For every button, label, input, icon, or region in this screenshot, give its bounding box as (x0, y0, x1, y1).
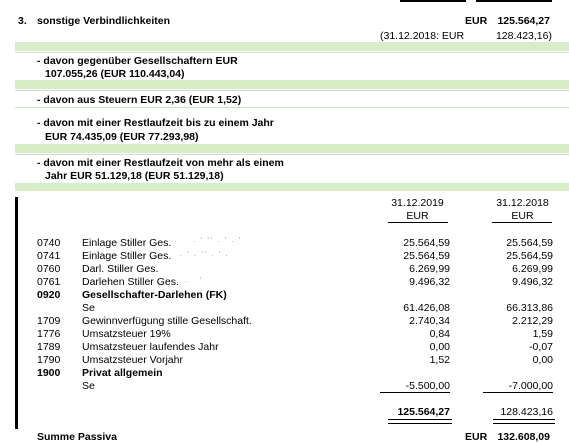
col1-header-underline (388, 222, 448, 223)
total-2019: 125.564,27 (397, 406, 450, 418)
total-2019-double-underline (388, 419, 452, 424)
footer-label: Summe Passiva (37, 431, 117, 443)
total-2018: 128.423,16 (500, 406, 553, 418)
green-band (15, 80, 569, 89)
row-code: 0760 (37, 263, 61, 275)
green-divider (15, 107, 569, 108)
row-value-2018: -0,07 (529, 341, 553, 353)
detail-short-term-line2: EUR 74.435,09 (EUR 77.293,98) (45, 131, 199, 143)
green-divider (15, 90, 569, 91)
footer-value: 132.608,09 (497, 431, 550, 443)
section-total-value: 125.564,27 (497, 15, 550, 27)
section-prior-label: (31.12.2018: EUR (380, 30, 465, 42)
section-total-currency: EUR (465, 15, 488, 27)
green-divider (15, 154, 569, 155)
row-label: Umsatzsteuer 19% (82, 328, 171, 340)
row-code: 1900 (37, 367, 61, 379)
detail-shareholders-line1: - davon gegenüber Gesellschaftern EUR (37, 55, 238, 67)
row-code: 1789 (37, 341, 61, 353)
row-label: Einlage Stiller Ges. (82, 237, 172, 249)
col2-header-underline (492, 222, 552, 223)
row-value-2018: 9.496,32 (512, 276, 553, 288)
row-label: Einlage Stiller Ges. (82, 250, 172, 262)
row-value-2019: 6.269,99 (409, 263, 450, 275)
green-divider (15, 52, 569, 53)
row-value-2018: -7.000,00 (483, 380, 553, 393)
top-rule-left (400, 0, 466, 2)
col1-date: 31.12.2019 (391, 197, 444, 209)
row-label: Privat allgemein (82, 367, 163, 379)
row-code: 1776 (37, 328, 61, 340)
col2-unit: EUR (511, 210, 534, 222)
footer-currency: EUR (465, 431, 488, 443)
col2-date: 31.12.2018 (496, 197, 549, 209)
row-label: Darl. Stiller Ges. (82, 263, 159, 275)
redaction-marks: . ' (185, 278, 203, 284)
row-value-2019: 0,00 (429, 341, 450, 353)
row-value-2019: 25.564,59 (403, 250, 450, 262)
row-value-2018: 0,00 (532, 354, 553, 366)
row-value-2019: 1,52 (429, 354, 450, 366)
row-value-2019: 2.740,34 (409, 315, 450, 327)
row-label: Gesellschafter-Darlehen (FK) (82, 289, 227, 301)
section-prior-value: 128.423,16) (495, 30, 552, 42)
row-code: 0920 (37, 289, 61, 301)
green-band (15, 183, 569, 191)
green-band (15, 144, 569, 153)
detail-long-term-line1: - davon mit einer Restlaufzeit von mehr als einem (37, 157, 284, 169)
row-code: 0741 (37, 250, 61, 262)
row-label: Umsatzsteuer laufendes Jahr (82, 341, 219, 353)
row-value-2018: 2.212,29 (512, 315, 553, 327)
row-label: Se (82, 302, 95, 314)
row-value-2019: 9.496,32 (409, 276, 450, 288)
row-code: 1790 (37, 354, 61, 366)
row-value-2018: 66.313,86 (506, 302, 553, 314)
row-code: 0740 (37, 237, 61, 249)
row-value-2019: 61.426,08 (403, 302, 450, 314)
row-value-2019: -5.500,00 (380, 380, 450, 393)
detail-long-term-line2: Jahr EUR 51.129,18 (EUR 51.129,18) (45, 170, 224, 182)
row-label: Gewinnverfügung stille Gesellschaft. (82, 315, 252, 327)
col1-unit: EUR (406, 210, 429, 222)
section-number: 3. (18, 15, 27, 27)
detail-taxes: - davon aus Steuern EUR 2,36 (EUR 1,52) (37, 94, 242, 106)
detail-short-term-line1: - davon mit einer Restlaufzeit bis zu einem Jahr (37, 117, 274, 129)
redaction-marks: . ' . '' . ' . (180, 252, 230, 258)
section-title: sonstige Verbindlichkeiten (37, 15, 171, 27)
row-value-2018: 25.564,59 (506, 237, 553, 249)
row-label: Darlehen Stiller Ges. (82, 276, 179, 288)
detail-shareholders-line2: 107.055,26 (EUR 110.443,04) (45, 68, 185, 80)
row-label: Umsatzsteuer Vorjahr (82, 354, 183, 366)
row-value-2018: 6.269,99 (512, 263, 553, 275)
row-label: Se (82, 380, 95, 392)
total-2018-double-underline (493, 419, 555, 424)
redaction-marks: . . ' '' . ' . ' (175, 238, 243, 244)
row-value-2019: 25.564,59 (403, 237, 450, 249)
row-code: 1709 (37, 315, 61, 327)
row-code: 0761 (37, 276, 61, 288)
top-rule-right (476, 0, 552, 2)
row-value-2019: 0,84 (429, 328, 450, 340)
row-value-2018: 25.564,59 (506, 250, 553, 262)
row-value-2018: 1,59 (532, 328, 553, 340)
green-band (15, 42, 569, 51)
table-left-bar (15, 197, 18, 429)
